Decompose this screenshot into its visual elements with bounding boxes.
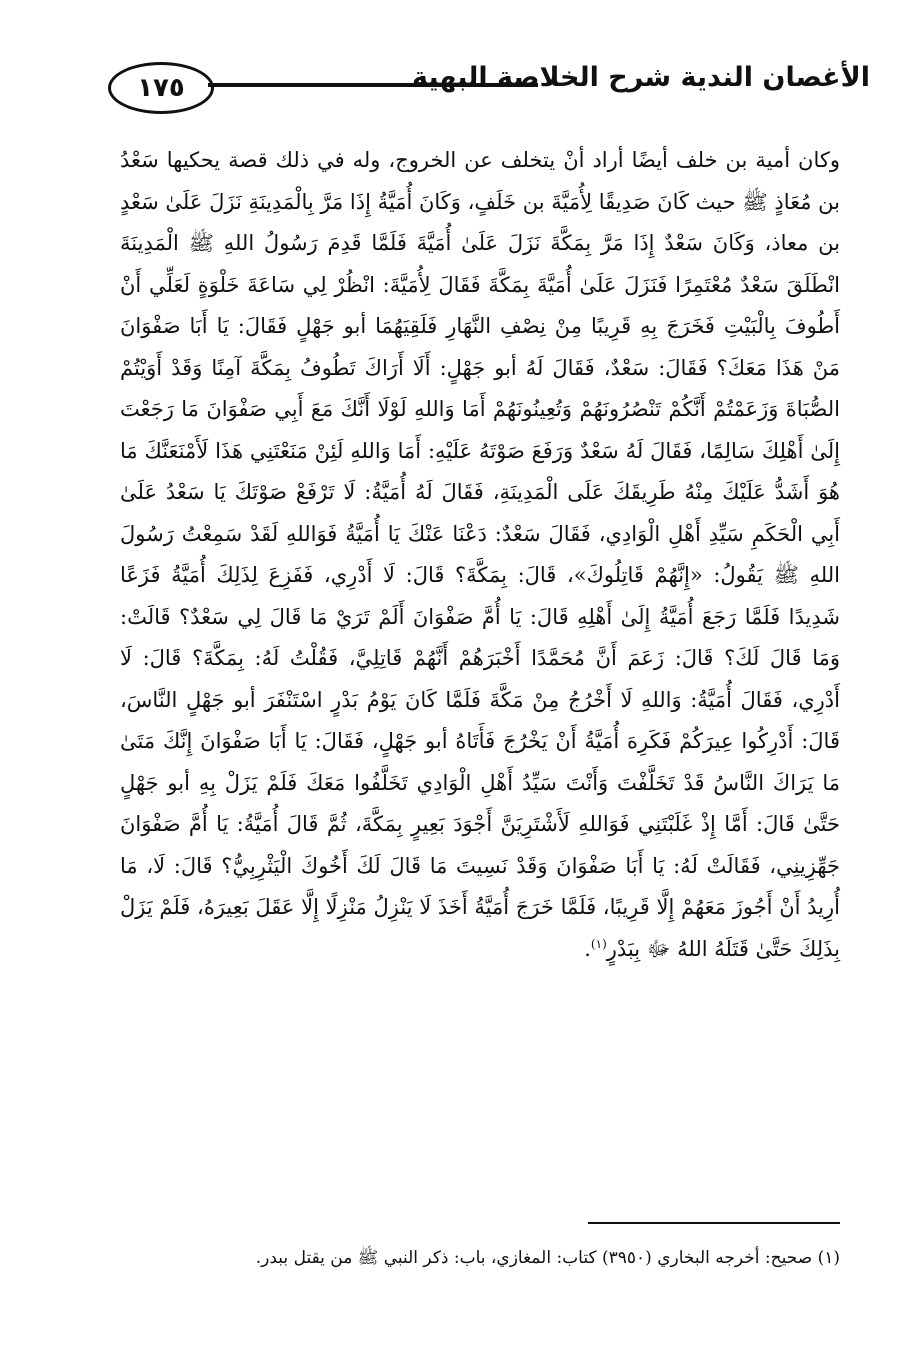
closing-period: . xyxy=(584,936,591,961)
page-number-badge xyxy=(108,62,214,114)
page-header xyxy=(100,52,870,122)
running-title: الأغصان الندية شرح الخلاصة البهية xyxy=(412,62,870,93)
body-paragraph xyxy=(120,140,840,970)
footnote-separator xyxy=(588,1222,840,1224)
main-text xyxy=(120,140,840,970)
body-paragraph-text: وكان أمية بن خلف أيضًا أراد أنْ يتخلف عن الخروج، وله في ذلك قصة يحكيها سَعْدُ بن مُعَاذٍ ﷺ حيث كَانَ صَدِيقًا لِأُمَيَّةَ بن خَلَفٍ، وَكَانَ أُمَيَّةُ إِذَا مَرَّ بِالْمَدِينَةِ نَزَلَ عَلَىٰ سَعْدٍ بن معاذ، وَكَانَ سَعْدٌ إِذَا مَرَّ بِمَكَّةَ نَزَلَ عَلَىٰ أُمَيَّةَ فَلَمَّا قَدِمَ رَسُولُ اللهِ ﷺ الْمَدِينَةَ انْطَلَقَ سَعْدٌ مُعْتَمِرًا فَنَزَلَ عَلَىٰ أُمَيَّةَ بِمَكَّةَ فَقَالَ لِأُمَيَّةَ: انْظُرْ لِي سَاعَةَ خَلْوَةٍ لَعَلِّي أَنْ أَطُوفَ بِالْبَيْتِ فَخَرَجَ بِهِ قَرِيبًا مِنْ نِصْفِ النَّهَارِ فَلَقِيَهُمَا أبو جَهْلٍ فَقَالَ: يَا أَبَا صَفْوَانَ مَنْ هَذَا مَعَكَ؟ فَقَالَ: سَعْدٌ، فَقَالَ لَهُ أبو جَهْلٍ: أَلَا أَرَاكَ تَطُوفُ بِمَكَّةَ آمِنًا وَقَدْ أَوَيْتُمْ الصُّبَاةَ وَزَعَمْتُمْ أَنَّكُمْ تَنْصُرُونَهُمْ وَتُعِينُونَهُمْ أَمَا وَاللهِ لَوْلَا أَنَّكَ مَعَ أَبِي صَفْوَانَ مَا رَجَعْتَ إِلَىٰ أَهْلِكَ سَالِمًا، فَقَالَ لَهُ سَعْدٌ وَرَفَعَ صَوْتَهُ عَلَيْهِ: أَمَا وَاللهِ لَئِنْ مَنَعْتَنِي هَذَا لَأَمْنَعَنَّكَ مَا هُوَ أَشَدُّ عَلَيْكَ مِنْهُ طَرِيقَكَ عَلَى الْمَدِينَةِ، فَقَالَ لَهُ أُمَيَّةُ: لَا تَرْفَعْ صَوْتَكَ يَا سَعْدُ عَلَىٰ أَبِي الْحَكَمِ سَيِّدِ أَهْلِ الْوَادِي، فَقَالَ سَعْدٌ: دَعْنَا عَنْكَ يَا أُمَيَّةُ فَوَاللهِ لَقَدْ سَمِعْتُ رَسُولَ اللهِ ﷺ يَقُولُ: «إِنَّهُمْ قَاتِلُوكَ»، قَالَ: بِمَكَّةَ؟ قَالَ: لَا أَدْرِي، فَفَزِعَ لِذَلِكَ أُمَيَّةُ فَزَعًا شَدِيدًا فَلَمَّا رَجَعَ أُمَيَّةُ إِلَىٰ أَهْلِهِ قَالَ: يَا أُمَّ صَفْوَانَ أَلَمْ تَرَيْ مَا قَالَ لِي سَعْدٌ؟ قَالَتْ: وَمَا قَالَ لَكَ؟ قَالَ: زَعَمَ أَنَّ مُحَمَّدًا أَخْبَرَهُمْ أَنَّهُمْ قَاتِلِيَّ، فَقُلْتُ لَهُ: بِمَكَّةَ؟ قَالَ: لَا أَدْرِي، فَقَالَ أُمَيَّةُ: وَاللهِ لَا أَخْرُجُ مِنْ مَكَّةَ فَلَمَّا كَانَ يَوْمُ بَدْرٍ اسْتَنْفَرَ أبو جَهْلٍ النَّاسَ، قَالَ: أَدْرِكُوا عِيرَكُمْ فَكَرِهَ أُمَيَّةُ أَنْ يَخْرُجَ فَأَتَاهُ أبو جَهْلٍ، فَقَالَ: يَا أَبَا صَفْوَانَ إِنَّكَ مَتَىٰ مَا يَرَاكَ النَّاسُ قَدْ تَخَلَّفْتَ وَأَنْتَ سَيِّدُ أَهْلِ الْوَادِي تَخَلَّفُوا مَعَكَ فَلَمْ يَزَلْ بِهِ أبو جَهْلٍ حَتَّىٰ قَالَ: أَمَّا إِذْ غَلَبْتَنِي فَوَاللهِ لَأَشْتَرِيَنَّ أَجْوَدَ بَعِيرٍ بِمَكَّةَ، ثُمَّ قَالَ أُمَيَّةُ: يَا أُمَّ صَفْوَانَ جَهِّزِينِي، فَقَالَتْ لَهُ: يَا أَبَا صَفْوَانَ وَقَدْ نَسِيتَ مَا قَالَ لَكَ أَخُوكَ الْيَثْرِبِيُّ؟ قَالَ: لَا، مَا أُرِيدُ أَنْ أَجُوزَ مَعَهُمْ إِلَّا قَرِيبًا، فَلَمَّا خَرَجَ أُمَيَّةُ أَخَذَ لَا يَنْزِلُ مَنْزِلًا إِلَّا عَقَلَ بَعِيرَهُ، فَلَمْ يَزَلْ بِذَلِكَ حَتَّىٰ قَتَلَهُ اللهُ ﷻ بِبَدْرٍ xyxy=(120,148,841,961)
footnote: (١) صحيح: أخرجه البخاري (٣٩٥٠) كتاب: المغازي، باب: ذكر النبي ﷺ من يقتل ببدر. xyxy=(255,1248,840,1268)
footnote-reference: (١) xyxy=(590,936,607,951)
page-number: ١٧٥ xyxy=(137,73,185,103)
